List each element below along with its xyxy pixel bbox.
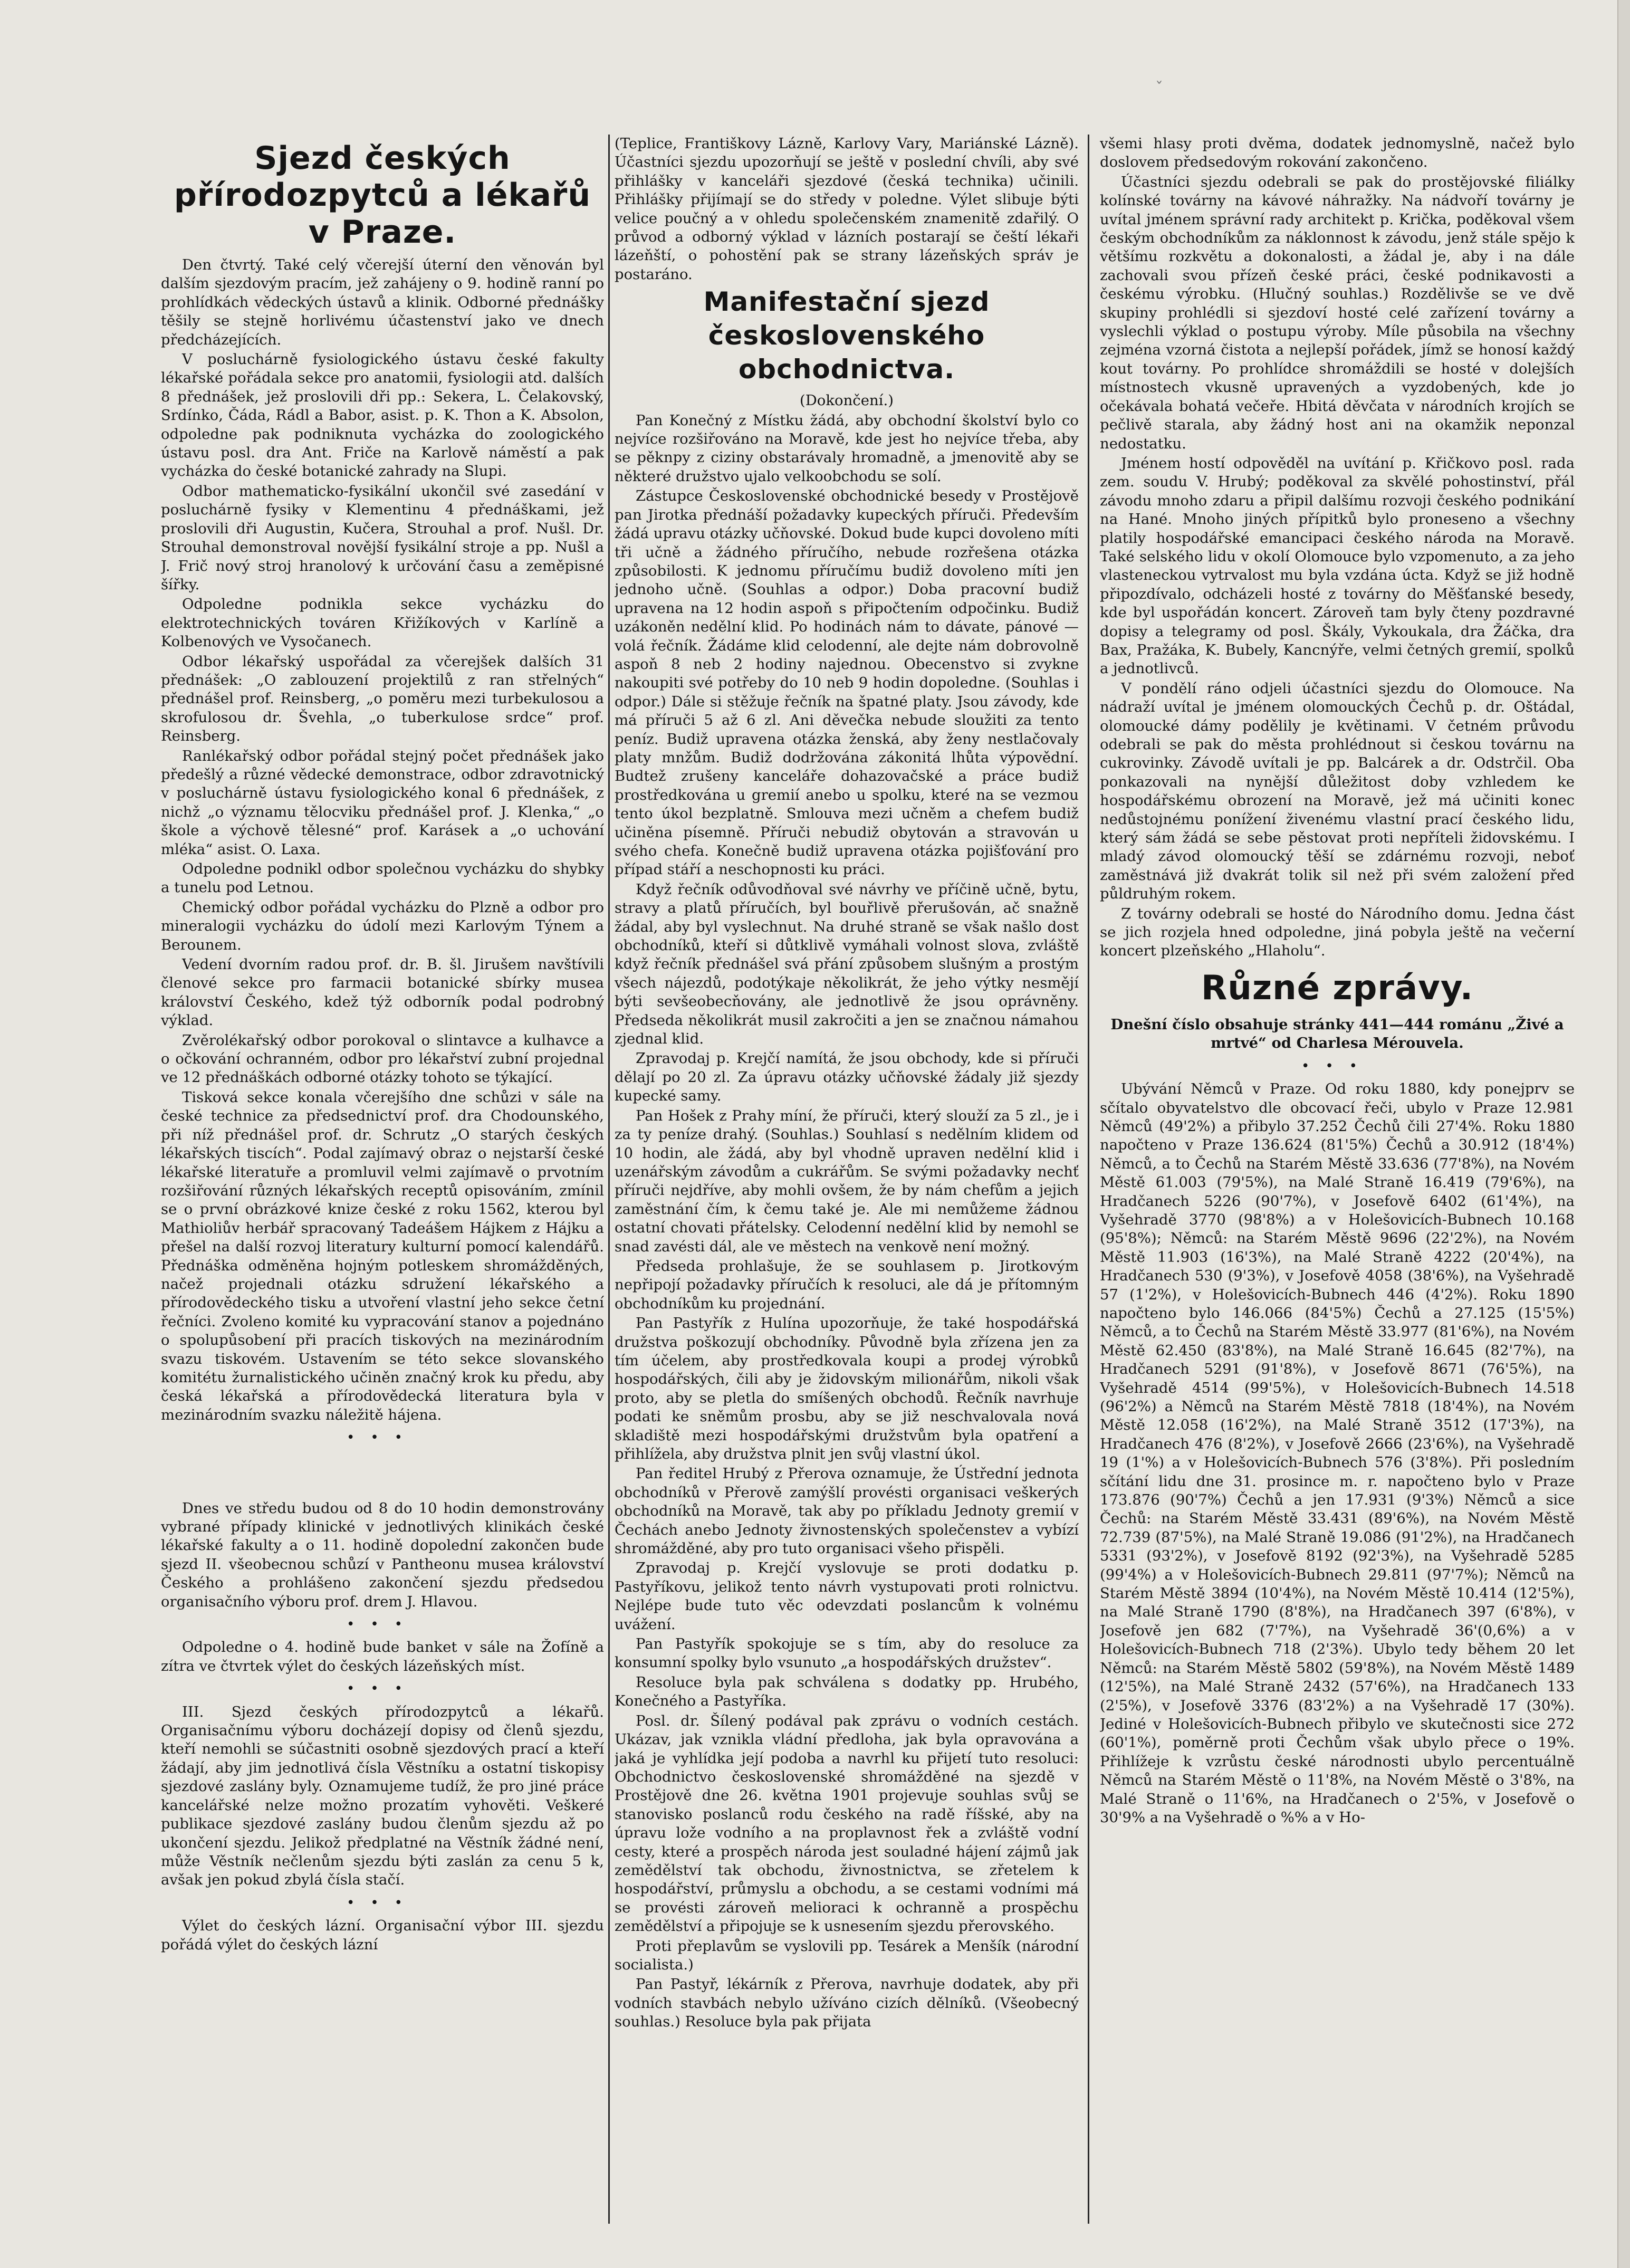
column-2 bbox=[615, 135, 1079, 2240]
notice: Dnešní číslo obsahuje stránky 441—444 románu „Živé a mrtvé“ od Charlesa Mérouvela. bbox=[1110, 1016, 1564, 1052]
paragraph: Odbor mathematicko-fysikální ukončil své zasedání v posluchárně fysiky v Klementinu 4 přednáškami, jež proslovili dři Augustin, Kučera, Strouhal a prof. Nušl. Dr. Strouhal demonstroval novější fysikální stroje a pp. Nušl a J. Frič nový stroj hranolový k určování času a zeměpisné šířky. bbox=[161, 482, 604, 593]
paragraph: všemi hlasy proti dvěma, dodatek jednomyslně, načež bylo doslovem předsedovým rokování zakončeno. bbox=[1100, 135, 1575, 171]
column-3 bbox=[1100, 135, 1575, 2240]
column-1 bbox=[161, 135, 604, 2240]
paragraph: Předseda prohlašuje, že se souhlasem p. Jirotkovým nepřipojí požadavky příručích k resoluci, ale dá je přítomným obchodníkům ku projednání. bbox=[615, 1257, 1079, 1312]
paragraph: V pondělí ráno odjeli účastníci sjezdu do Olomouce. Na nádraží uvítal je jménem olomouckých Čechů p. dr. Oštádal, olomoucké dámy podělily je květinami. V četném průvodu odebrali se pak do města prohlédnout si českou továrnu na cukrovinky. Závodě uvítali je pp. Balcárek a dr. Odstrčil. Oba ponkazovali na nynější důležitost doby vzhledem ke hospodářskému obrození na Moravě, jež má učiniti konec nedůstojnému ponížení živenému vlastní prací českého lidu, který sám žádá se sebe pěstovat proti nepříteli židovskému. I mladý závod olomoucký těší se zdárnému rozvoji, neboť zaměstnává již dvakrát tolik sil než při svém založení před půldruhým rokem. bbox=[1100, 680, 1575, 903]
paragraph: Chemický odbor pořádal vycházku do Plzně a odbor pro mineralogii vycházku do údolí mezi Karlovým Týnem a Berounem. bbox=[161, 898, 604, 953]
column-rule bbox=[1088, 135, 1089, 2224]
separator-stars: ••• bbox=[346, 1681, 418, 1697]
paragraph: V posluchárně fysiologického ústavu české fakulty lékařské pořádala sekce pro anatomii, fysiologii atd. dalších 8 přednášek, jež proslovili dři pp.: Sekera, L. Čelakovský, Srdínko, Čáda, Rádl a Babor, asist. p. K. Thon a K. Absolon, odpoledne pak podniknuta vycházka do zoologického ústavu posl. dra Ant. Friče na Karlově náměstí a pak vycházka do české botanické zahrady na Slupi. bbox=[161, 351, 604, 480]
page-mark: ˇ bbox=[1155, 79, 1163, 98]
paragraph: Pan ředitel Hrubý z Přerova oznamuje, že Ústřední jednota obchodníků v Přerově zamýšlí provésti organisaci veškerých obchodníků na Moravě, tak aby po příkladu Jednoty gremií v Čechách anebo Jednoty živnostenských společenstev a vybízí shromážděné, aby pro tuto organisaci všeho přispěli. bbox=[615, 1465, 1079, 1557]
page-edge bbox=[1617, 0, 1630, 2268]
paragraph: Pan Pastyřík spokojuje se s tím, aby do resoluce za konsumní spolky bylo vsunuto „a hospodářských družstev“. bbox=[615, 1635, 1079, 1671]
paragraph: Ubývání Němců v Praze. Od roku 1880, kdy ponejprv se sčítalo obyvatelstvo dle obcovací řeči, ubylo v Praze 12.981 Němců (49'2%) a přibylo 37.252 Čechů čili 27'4%. Roku 1880 napočteno v Praze 136.624 (81'5%) Čechů a 30.912 (18'4%) Němců, a to Čechů na Starém Městě 33.636 (77'8%), na Novém Městě 61.003 (79'5%), na Malé Straně 16.419 (79'6%), na Hradčanech 5226 (90'7%), v Josefově 6402 (61'4%), na Vyšehradě 3770 (98'8%) a v Holešovicích-Bubnech 10.168 (95'8%); Němců: na Starém Městě 9696 (22'2%), na Novém Městě 11.903 (16'3%), na Malé Straně 4222 (20'4%), na Hradčanech 530 (9'3%), v Josefově 4058 (38'6%), na Vyšehradě 57 (1'2%), v Holešovicích-Bubnech 446 (4'2%). Roku 1890 napočteno bylo 146.066 (84'5%) Čechů a 27.125 (15'5%) Němců, a to Čechů na Starém Městě 33.977 (81'6%), na Novém Městě 62.450 (83'8%), na Malé Straně 16.645 (82'7%), na Hradčanech 5291 (91'8%), v Josefově 8671 (76'5%), na Vyšehradě 4514 (99'5%), v Holešovicích-Bubnech 14.518 (96'2%) a Němců na Starém Městě 7818 (18'4%), na Novém Městě 12.058 (16'2%), na Malé Straně 3512 (17'3%), na Hradčanech 476 (8'2%), v Josefově 2666 (23'6%), na Vyšehradě 19 (1'%) a v Holešovicích-Bubnech 576 (3'8%). Při posledním sčítání lidu dne 31. prosince m. r. napočteno bylo v Praze 173.876 (90'7%) Čechů a jen 17.931 (9'3%) Němců a sice Čechů: na Starém Městě 33.431 (89'6%), na Novém Městě 72.739 (87'5%), na Malé Straně 19.086 (91'2%), na Hradčanech 5331 (93'2%), v Josefově 8192 (92'3%), na Vyšehradě 5285 (99'4%) a v Holešovicích-Bubnech 29.811 (97'7%); Němců na Starém Městě 3894 (10'4%), na Novém Městě 10.414 (12'5%), na Malé Straně 1790 (8'8%), na Hradčanech 397 (6'8%), v Josefově jen 682 (7'7%), na Vyšehradě 36'(0,6%) a v Holešovicích-Bubnech 718 (2'3%). Ubylo tedy během 20 let Němců: na Starém Městě 5802 (59'8%), na Novém Městě 1489 (12'5%), na Malé Straně 2432 (57'6%), na Hradčanech 133 (2'5%), v Josefově 3376 (83'2%) a na Vyšehradě 17 (30%). Jediné v Holešovicích-Bubnech přibylo ve skutečnosti sice 272 (60'1%), poměrně proti Čechům však ubylo přece o 19%. Přihlížeje k vzrůstu české národnosti ubylo percentuálně Němců na Starém Městě o 11'8%, na Novém Městě o 3'8%, na Malé Straně o 11'6%, na Hradčanech o 2'5%, v Josefově o 30'9% a na Vyšehradě o %% a v Ho- bbox=[1100, 1080, 1575, 1826]
paragraph: Účastníci sjezdu odebrali se pak do prostějovské filiálky kolínské továrny na kávové náhražky. Na nádvoří továrny je uvítal jménem správní rady architekt p. Krička, poděkoval všem českým obchodníkům za náklonnost k závodu, jenž stále spějo k většímu rozkvětu a dokonalosti, a žádal je, aby i na dále zachovali svou přízeň české práci, české podnikavosti a českému výrobku. (Hlučný souhlas.) Rozdělivše se ve dvě skupiny prohlédli si sjezdoví hosté celé zařízení továrny a vyslechli výklad o postupu výroby. Míle působila na všechny zejména vzorná čistota a nejlepší pořádek, jímž se honosí každý kout továrny. Po prohlídce shromáždili se hosté v dolejších místnostech vkusně upravených a vyzdobených, kde jo očekávala bohatá večeře. Hbitá děvčata v národních krojích se pečlivě starala, aby žádný host ani na okamžik neponzal nedostatku. bbox=[1100, 173, 1575, 452]
paragraph: Pan Konečný z Místku žádá, aby obchodní školství bylo co nejvíce rozšiřováno na Moravě, kde jest ho nejvíce třeba, aby se pěknpy z ciziny obstarávaly hromadně, a jmenovitě aby se některé družstvo ujalo velkoobchodu se solí. bbox=[615, 412, 1079, 485]
paragraph: Jménem hostí odpověděl na uvítání p. Křičkovo posl. rada zem. soudu V. Hrubý; poděkoval za skvělé pohostinství, přál závodu mnoho zdaru a připil dalšímu rozvoji českého podnikání na Hané. Mnoho jiných přípitků bylo proneseno a všechny platily hospodářské emancipaci českého národa na Moravě. Také selského lidu v okolí Olomouce bylo vzpomenuto, a za jeho vlasteneckou vytrvalost mu byla vzdána úcta. Když se již hodně připozdívalo, odcházeli hosté z továrny do Měšťanské besedy, kde byl uspořádán koncert. Zároveň tam byly čteny pozdravné dopisy a telegramy od posl. Škály, Vykoukala, dra Žáčka, dra Bax, Pražáka, K. Bubely, Kancnýře, velmi četných gremií, spolků a jednotlivců. bbox=[1100, 454, 1575, 677]
paragraph: Posl. dr. Šílený podával pak zprávu o vodních cestách. Ukázav, jak vznikla vládní předloha, jak byla opravována a jaká je vyhlídka její podoba a navrhl ku přijetí tuto resoluci: Obchodnictvo československé shromážděné na sjezdě v Prostějově dne 26. května 1901 projevuje souhlas svůj se stanovisko poslanců rodu českého na radě říšské, aby na úpravu lože vodního a na proplavnost řek a zvláště vodní cesty, které a prospěch národa jest souladné hájení zájmů jak zemědělství tak obchodu, živnostnictva, se zřetelem k hospodářství, průmyslu a obchodu, a se cestami vodními má se provésti zároveň melioraci k ochranně a prospěchu zemědělství a připojuje se k usnesením sjezdu přerovského. bbox=[615, 1712, 1079, 1935]
article-headline: Manifestační sjezd československého obchodnictva. bbox=[703, 286, 990, 385]
paragraph: Ranlékařský odbor pořádal stejný počet přednášek jako předešlý a různé vědecké demonstrace, odbor zdravotnický v posluchárně ústavu fysiologického konal 6 přednášek, z nichž „o významu tělocviku přednášel prof. J. Klenka,“ „o škole a výchově tělesné“ prof. Karásek a „o uchování mléka“ asist. O. Laxa. bbox=[161, 747, 604, 858]
separator-stars: ••• bbox=[346, 1616, 418, 1633]
paragraph: Dnes ve středu budou od 8 do 10 hodin demonstrovány vybrané případy klinické v jednotlivých klinikách české lékařské fakulty a o 11. hodině dopolední zakončen bude sjezd II. všeobecnou schůzí v Pantheonu musea království Českého a prohlášeno zakončení sjezdu předsedou organisačního výboru prof. drem J. Hlavou. bbox=[161, 1499, 604, 1610]
paragraph: Odpoledne podnikl odbor společnou vycházku do shybky a tunelu pod Letnou. bbox=[161, 860, 604, 896]
paragraph: Pan Pastyř, lékárník z Přerova, navrhuje dodatek, aby při vodních stavbách nebylo užíváno cizích dělníků. (Všeobecný souhlas.) Resoluce byla pak přijata bbox=[615, 1976, 1079, 2031]
separator-stars: ••• bbox=[1301, 1058, 1373, 1074]
paragraph: Výlet do českých lázní. Organisační výbor III. sjezdu pořádá výlet do českých lázní bbox=[161, 1917, 604, 1953]
paragraph: Zpravodaj p. Krejčí namítá, že jsou obchody, kde si příruči dělají po 20 zl. Za úpravu otázky učňovské žádaly již sjezdy kupecké samy. bbox=[615, 1050, 1079, 1105]
separator-stars: ••• bbox=[346, 1430, 418, 1446]
paragraph: III. Sjezd českých přírodozpytců a lékařů. Organisačnímu výboru docházejí dopisy od členů sjezdu, kteří nemohli se súčastniti osobně sjezdových prací a kteří žádají, aby jim jednotlivá čísla Věstníku a ostatní tiskopisy sjezdové zaslány byly. Oznamujeme tudíž, že pro jiné práce kancelářské nelze možno prozatím vyhověti. Veškeré publikace sjezdové zaslány budou členům sjezdu až po ukončení sjezdu. Jelikož předplatné na Věstník žádné není, může Věstník nečlenům sjezdu býti zaslán za cenu 5 k, avšak jen pokud zbylá čísla stačí. bbox=[161, 1703, 604, 1889]
paragraph: Pan Hošek z Prahy míní, že příruči, který slouží za 5 zl., je i za ty peníze drahý. (Souhlas.) Souhlasí s nedělním klidem od 10 hodin, ale žádá, aby byl vhodně upraven nedělní klid i uzenářským závodům a cukrářům. Se svými požadavky nechť příruči nejdříve, aby mohli ovšem, že by nám chefům a jejich zaměstnání čím, k čemu také je. Ale mi nemůžeme žádnou ostatní chovati přátelsky. Celodenní nedělní klid by nemohl se snad zavésti dál, ale ve městech na venkově není možný. bbox=[615, 1107, 1079, 1255]
paragraph: Odpoledne o 4. hodině bude banket v sále na Žofíně a zítra ve čtvrtek výlet do českých lázeňských míst. bbox=[161, 1639, 604, 1674]
paragraph: Pan Pastyřík z Hulína upozorňuje, že také hospodářská družstva poškozují obchodníky. Původně byla zřízena jen za tím účelem, aby prostředkovala koupi a prodej výrobků hospodářských, čili aby je židovským milionářům, nikoli však proto, aby se pletla do smíšených obchodů. Řečník navrhuje podati ke sněmům prosbu, aby se již neschvalovala nová skladiště mezi hospodářskými družstvům byla opatření a přihlížela, aby družstva plnit jen svůj vlastní úkol. bbox=[615, 1315, 1079, 1462]
paragraph: Proti přeplavům se vyslovili pp. Tesárek a Menšík (národní socialista.) bbox=[615, 1937, 1079, 1973]
paragraph: Zpravodaj p. Krejčí vyslovuje se proti dodatku p. Pastyříkovu, jelikož tento návrh vystupovati proti rolnictvu. Nejlépe bude tuto věc odevzdati poslancům k volnému uvážení. bbox=[615, 1559, 1079, 1633]
paragraph: Den čtvrtý. Také celý včerejší úterní den věnován byl dalším sjezdovým pracím, jež zahájeny o 9. hodině ranní po prohlídkách vědeckých ústavů a klinik. Odborné přednášky těšily se stejně horlivému účastenství jako ve dnech předcházejících. bbox=[161, 256, 604, 348]
paragraph: Resoluce byla pak schválena s dodatky pp. Hrubého, Konečného a Pastyříka. bbox=[615, 1673, 1079, 1710]
separator-stars: ••• bbox=[346, 1894, 418, 1911]
paragraph: Vedení dvorním radou prof. dr. B. šl. Jirušem navštívili členové sekce pro farmacii botanické sbírky musea království Českého, kdež týž odborník podal podrobný výklad. bbox=[161, 956, 604, 1029]
paragraph: Odpoledne podnikla sekce vycházku do elektrotechnických továren Křižíkových v Karlíně a Kolbenových ve Vysočanech. bbox=[161, 596, 604, 650]
article-headline: Sjezd českých přírodozpytců a lékařů v Praze. bbox=[174, 140, 591, 251]
paragraph: Když řečník odůvodňoval své návrhy ve příčině učně, bytu, stravy a platů příručích, byl bouřlivě přerušován, ač snažně žádal, aby byl vyslechnut. Na druhé straně se však našlo dost obchodníků, kteří si důtklivě vymáhali volnost slova, zvláště když řečník přednášel svá přání způsobem slušným a prostým všech nájezdů, podotýkaje několikrát, že jeho výtky nesmějí býti sevšeobecňovány, ale jednotlivě že jsou oprávněny. Předseda několikrát musil zakročiti a jen se značnou námahou zjednal klid. bbox=[615, 881, 1079, 1048]
spacer bbox=[161, 1452, 604, 1499]
paragraph: Tisková sekce konala včerejšího dne schůzi v sále na české technice za předsednictví prof. dra Chodounského, při níž přednášel prof. dr. Schrutz „O starých českých lékařských tiscích“. Podal zajímavý obraz o nejstarší české lékařské literatuře a promluvil velmi zajímavě o prvotním rozšiřování různých lékařských receptů opisováním, zmínil se o první obrázkové knize české z roku 1562, kterou byl Mathioliův herbář spracovaný Tadeášem Hájkem z Hájku a přešel na další rozvoj literatury kulturní pomocí kalendářů. Přednáška odměněna hojným potleskem shromážděných, načež projednali otázku sdružení lékařského a přírodovědeckého tisku a utvoření vlastní jeho sekce četní řečníci. Zvoleno komité ku vypracování stanov a pojednáno o spolupůsobení při pracích tiskových na mezinárodním svazu tiskovém. Ustavením se této sekce slovanského komitétu žurnalistického učiněn značný krok ku předu, aby česká lékařská a přírodovědecká literatura byla v mezinárodním svazku náležitě hájena. bbox=[161, 1088, 604, 1423]
paragraph: Z továrny odebrali se hosté do Národního domu. Jedna část se jich rozjela hned odpoledne, jiná pobyla ještě na večerní koncert plzeňského „Hlaholu“. bbox=[1100, 905, 1575, 960]
paragraph: Zvěrolékařský odbor porokoval o slintavce a kulhavce a o očkování ochranném, odbor pro lékařství zubní projednal ve 12 přednáškách odborné otázky tohoto se týkající. bbox=[161, 1031, 604, 1086]
article-subhead: (Dokončení.) bbox=[800, 392, 894, 409]
column-rule bbox=[608, 135, 610, 2224]
paragraph: Zástupce Československé obchodnické besedy v Prostějově pan Jirotka přednáší požadavky kupeckých příruči. Především žádá upravu otázky učňovské. Dokud bude kupci dovoleno míti tři učně a žádného příručího, nebude rozřešena otázka způsobilosti. K jednomu příručímu budiž dovoleno míti jen jednoho učně. (Souhlas a odpor.) Doba pracovní budiž upravena na 12 hodin aspoň s připočtením odpočinku. Budiž uzákoněn nedělní klid. Po hodinách nám to dávate, pánové — volá řečník. Žádáme klid celodenní, ale dejte nám dobrovolně aspoň 8 neb 2 hodiny najednou. Obecenstvo si zvykne nakoupiti své potřeby do 10 neb 9 hodin dopoledne. (Souhlas i odpor.) Dále si stěžuje řečník na špatné platy. Jsou závody, kde má příruči 5 až 6 zl. Ani děvečka nebude sloužiti za tento peníz. Budiž upravena otázka ženská, aby ženy nestlačovaly platy mnžům. Budiž dodržována zákonitá lhůta výpovědní. Budtež zrušeny kanceláře dohazovačské a práce budiž prostředkována u gremií anebo u spolku, které na se vezmou tento úkol bezplatně. Smlouva mezi učněm a chefem budiž učiněna písemně. Příruči nebudiž obytován a stravován u svého chefa. Konečně budiž upravena otázka pojišťování pro případ stáří a neschopnosti ku práci. bbox=[615, 487, 1079, 878]
paragraph: (Teplice, Františkovy Lázně, Karlovy Vary, Mariánské Lázně). Účastníci sjezdu upozorňují se ještě v poslední chvíli, aby své přihlášky v kanceláři sjezdové (česká technika) učinili. Přihlášky přijímají se do středy v poledne. Výlet slibuje býti velice poučný a v ohledu společenském znamenitě zdařilý. O průvod a odborný výklad v lázních postarají se čeští lékaři lázeňští, o pohostění pak se strany lázeňských správ je postaráno. bbox=[615, 135, 1079, 283]
paragraph: Odbor lékařský uspořádal za včerejšek dalších 31 přednášek: „O zablouzení projektilů z ran střelných“ přednášel prof. Reinsberg, „o poměru mezi turbekulosou a skrofulosou dr. Švehla, „o tuberkulose srdce“ prof. Reinsberg. bbox=[161, 653, 604, 745]
section-headline: Různé zprávy. bbox=[1201, 968, 1474, 1008]
